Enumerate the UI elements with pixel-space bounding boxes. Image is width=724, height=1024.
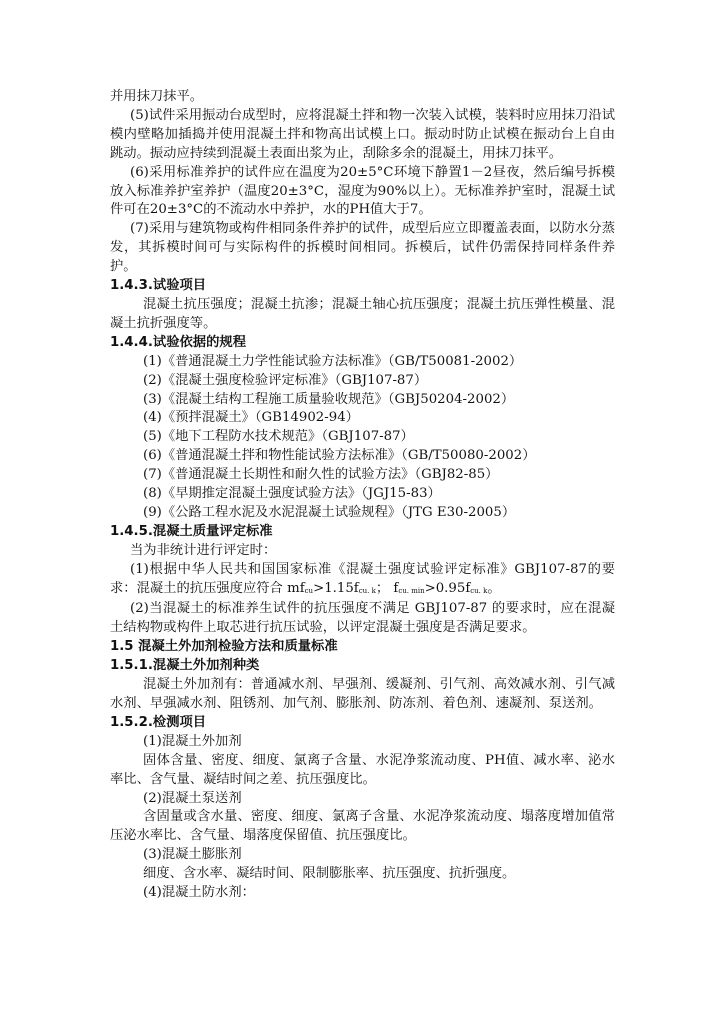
subscript: cu [304, 586, 314, 595]
subheading: (1)混凝土外加剂 [143, 733, 242, 749]
text-run: ； f [375, 580, 399, 596]
subheading: (4)混凝土防水剂： [143, 885, 255, 901]
section-heading: 1.4.3.试验项目 [110, 278, 207, 294]
section-heading: 1.5.1.混凝土外加剂种类 [110, 658, 260, 674]
paragraph: 混凝土抗压强度；混凝土抗渗；混凝土轴心抗压强度；混凝土抗压弹性模量、混凝土抗折强度等。 [110, 296, 615, 331]
text-run: 。 [487, 580, 501, 596]
list-item: (6)《普通混凝土拌和物性能试验方法标准》（GB/T50080-2002） [143, 448, 536, 464]
section-heading: 1.4.5.混凝土质量评定标准 [110, 523, 273, 539]
subscript: cu. min [398, 586, 425, 595]
subheading: (2)混凝土泵送剂 [143, 790, 242, 806]
list-item: (8)《早期推定混凝土强度试验方法》（JGJ15-83） [143, 486, 441, 502]
paragraph: 当为非统计进行评定时： [130, 542, 277, 558]
list-item: (5)《地下工程防水技术规范》（GBJ107-87） [143, 429, 414, 445]
paragraph: (5)试件采用振动台成型时，应将混凝土拌和物一次装入试模，装料时应用抹刀沿试模内壁略加插捣并使用混凝土拌和物高出试模上口。振动时防止试模在振动台上自由跳动。振动应持续到混凝土表面出浆为止，刮除多余的混凝土，用抹刀抹平。 [110, 107, 615, 161]
paragraph: (2)当混凝土的标准养生试件的抗压强度不满足 GBJ107-87 的要求时，应在混凝土结构物或构件上取芯进行抗压试验，以评定混凝土强度是否满足要求。 [110, 601, 615, 636]
spec-list [110, 353, 615, 523]
subscript: cu. k [470, 586, 488, 595]
paragraph: 并用抹刀抹平。 [110, 89, 204, 104]
text-run: >1.15f [313, 580, 359, 596]
list-item: (9)《公路工程水泥及水泥混凝土试验规程》（JTG E30-2005） [143, 504, 516, 520]
paragraph: (7)采用与建筑物或构件相同条件养护的试件，成型后应立即覆盖表面，以防水分蒸发，其拆模时间可与实际构件的拆模时间相同。拆模后，试件仍需保持同样条件养护。 [110, 221, 615, 275]
paragraph: (6)采用标准养护的试件应在温度为20±5°C环境下静置1－2昼夜，然后编号拆模放入标准养护室养护（温度20±3°C，湿度为90%以上）。无标准养护室时，混凝土试件可在20±3°C的不流动水中养护，水的PH值大于7。 [110, 164, 615, 218]
list-item: (3)《混凝土结构工程施工质量验收规范》（GBJ50204-2002） [143, 391, 515, 407]
document-page [110, 88, 615, 903]
list-item: (1)《普通混凝土力学性能试验方法标准》（GB/T50081-2002） [143, 353, 523, 369]
paragraph: 混凝土外加剂有：普通减水剂、早强剂、缓凝剂、引气剂、高效减水剂、引气减水剂、早强减水剂、阻锈剂、加气剂、膨胀剂、防冻剂、着色剂、速凝剂、泵送剂。 [110, 677, 615, 711]
section-heading: 1.5 混凝土外加剂检验方法和质量标准 [110, 639, 338, 655]
paragraph-formula [110, 561, 615, 601]
section-heading: 1.5.2.检测项目 [110, 714, 207, 730]
paragraph: 固体含量、密度、细度、氯离子含量、水泥净浆流动度、PH值、减水率、泌水率比、含气量、凝结时间之差、抗压强度比。 [110, 752, 615, 787]
section-heading: 1.4.4.试验依据的规程 [110, 334, 246, 350]
text-run: (1)根据中华人民共和国国家标准《混凝土强度试验评定标准》GBJ107-87的要求：混凝土的抗压强度应符合 mf [110, 561, 615, 596]
text-run: >0.95f [424, 580, 471, 596]
paragraph: 细度、含水率、凝结时间、限制膨胀率、抗压强度、抗折强度。 [143, 866, 516, 882]
paragraph: 含固量或含水量、密度、细度、氯离子含量、水泥净浆流动度、塌落度增加值常压泌水率比、含气量、塌落度保留值、抗压强度比。 [110, 809, 615, 844]
list-item: (4)《预拌混凝土》（GB14902-94） [143, 410, 359, 426]
subscript: cu. k [358, 586, 376, 595]
list-item: (7)《普通混凝土长期性和耐久性的试验方法》（GBJ82-85） [143, 467, 499, 483]
subheading: (3)混凝土膨胀剂 [143, 847, 242, 863]
list-item: (2)《混凝土强度检验评定标准》（GBJ107-87） [143, 372, 428, 388]
